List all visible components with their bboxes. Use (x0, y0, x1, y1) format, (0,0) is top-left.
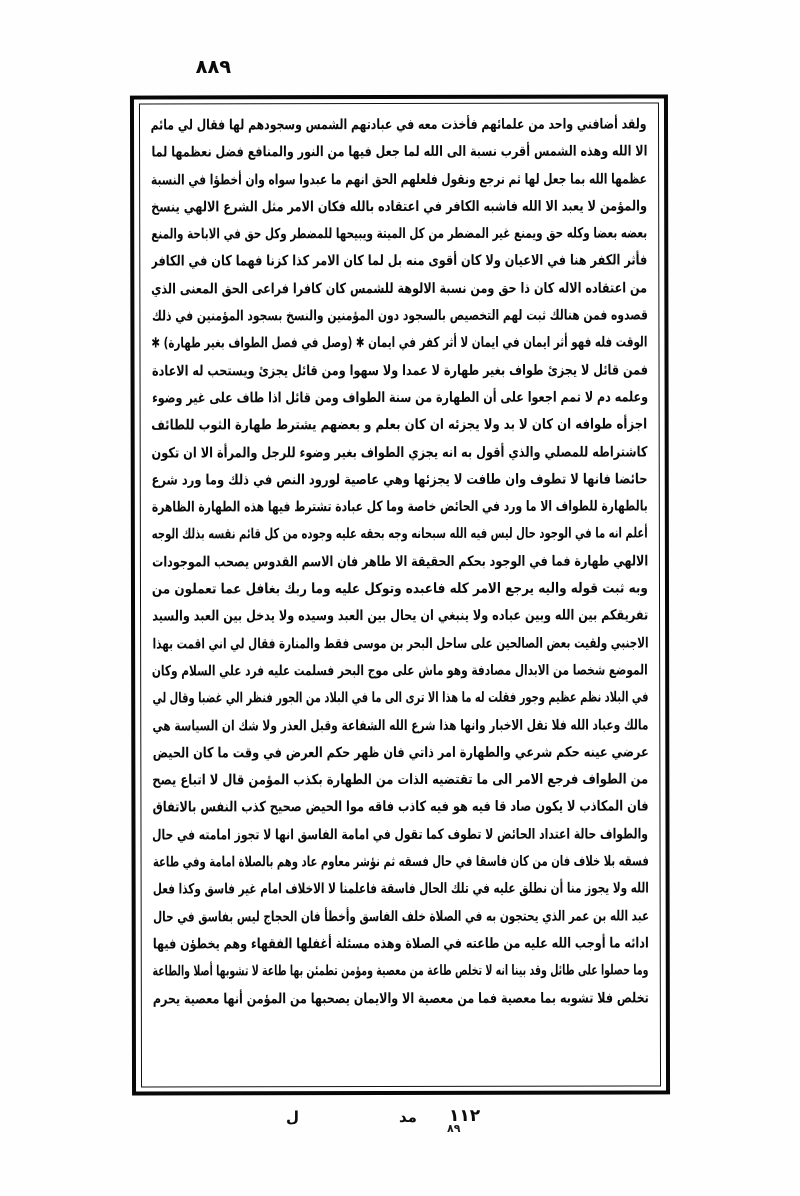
text-frame-outer (130, 94, 670, 1095)
text-line-content: بعضه بعضا وكله حق ويمنع غير المضطر من كل الميتة ويبيحها للمضطر وكل حق في الاباحة والمنع (151, 225, 648, 243)
text-line-content: بالطهارة للطواف الا ما ورد في الحائض خاصة وما كل عبادة تشترط فيها هذه الطهارة الظاهرة (151, 498, 648, 516)
text-line-content: كاشتراطه للمصلي والذي أقول به انه يجزي الطواف بغير وضوء للرجل والمرأة الا ان تكون (151, 444, 648, 462)
text-line-content: فسقه بلا خلاف فان من كان فاسقا في حال فسقه ثم نؤشر معاوم عاد وهم بالصلاة امامة وفي طاعة (152, 853, 649, 871)
text-line-content: تفريقكم بين الله وبين عباده ولا ينبغي ان يحال بين العبد وسيده ولا يدخل بين العبد والسيد (152, 607, 649, 625)
text-line-content: الالهي طهارة فما في الوجود بحكم الحقيقة الا طاهر فان الاسم القدوس يصحب الموجودات (151, 553, 648, 571)
text-line-content: أعلم انه ما في الوجود حال ليس فيه الله سبحانه وجه بحقه عليه وجوده من كل قائم نقسه بذلك الوجه (151, 525, 648, 543)
folio-number: ٨٨٩ (195, 56, 232, 78)
text-line-content: وما حصلوا على طائل وقد بينا انه لا تخلص طاعة من معصية ومؤمن تطمئن بها طاعة لا تشوبها أصلا والطاعة (152, 962, 649, 980)
text-line (151, 221, 647, 249)
text-line (152, 821, 648, 849)
text-line (152, 603, 648, 631)
text-line-content: الوقت فله فهو أثر ايمان في ايمان لا أثر كفر في ايمان ✱ (وصل في فصل الطواف بغير طهارة) ✱ (151, 334, 648, 352)
text-line (153, 876, 649, 904)
text-line-content: حائضا فانها لا تطوف وان طافت لا يجزئها وهي عاصية لورود النص في ذلك وما ورد شرع (151, 471, 648, 489)
text-line-content: عبد الله بن عمر الذي يحتجون به في الصلاة خلف الفاسق وأخطأ فان الحجاج ليس بفاسق في حال (152, 908, 649, 926)
text-line-content: فان المكاذب لا يكون صاد قا فيه هو فيه كاذب فاقه موا الحيض صحيح كذب النفس بالاتفاق (152, 798, 649, 816)
text-line-content: والطواف حالة اعتداد الحائض لا تطوف كما تقول في امامة الفاسق انها لا تجوز امامته في حال (152, 826, 649, 844)
text-line (153, 930, 649, 958)
text-line (152, 767, 648, 795)
text-line (152, 494, 648, 522)
footer-catchword-row (131, 1102, 669, 1142)
text-line (153, 985, 649, 1013)
text-line (152, 548, 648, 576)
text-line (152, 630, 648, 658)
text-line-content: الاجنبي ولقيت بعض الصالحين على ساحل البحر بن موسى فقط والمنارة فقال لي اني اقمت بهذا (152, 635, 649, 653)
text-line-content: الا الله وهذه الشمس أقرب نسبة الى الله لما جعل فيها من النور والمنافع فضل نعظمها لما (151, 143, 648, 161)
text-line-content: اجزأه طوافه ان كان لا بد ولا يجزئه ان كان بعلم و بعضهم يشترط طهارة الثوب للطائف (151, 416, 648, 434)
text-line-content: مالك وعباد الله فلا تقل الاخبار وانها هذا شرع الله الشفاعة وقبل العذر ولا شك ان السياسة هي (152, 717, 649, 735)
text-line (153, 848, 649, 876)
text-line-content: الله ولا يجوز منا أن نطلق عليه في تلك الحال فاسقة فاعلمنا لا الاخلاف امام غير فاسق وكذا فعل (152, 880, 649, 898)
text-line (151, 330, 647, 358)
text-line-content: فمن قائل لا يجزئ طواف بغير طهارة لا عمدا ولا سهوا ومن قائل يجزئ ويستحب له الاعادة (151, 362, 648, 380)
text-line (152, 576, 648, 604)
text-line (152, 794, 648, 822)
catchword-middle: م‍د (399, 1108, 417, 1126)
catchword-left: ل (286, 1108, 300, 1126)
text-line (152, 657, 648, 685)
text-line (153, 903, 649, 931)
text-line-content: عرضي عينه حكم شرعي والطهارة امر ذاتي فان ظهر حكم العرض في وقت ما كان الحيض (152, 744, 649, 762)
text-line-content: ولقد أضافني واحد من علمائهم فأخذت معه في عبادتهم الشمس وسجودهم لها فقال لي مائم (151, 116, 648, 134)
text-line (152, 521, 648, 549)
text-line (152, 739, 648, 767)
text-line (152, 412, 648, 440)
text-line-content: الموضع شخصا من الابدال مصادفة وهو ماش على موج البحر فسلمت عليه فرد علي السلام وكان (152, 662, 649, 680)
text-line-content: من الطواف فرجع الامر الى ما تقتضيه الذات من الطهارة بكذب المؤمن قال لا اتباع يصح (152, 771, 649, 789)
text-line-content: من اعتقاده الاله كان ذا حق ومن نسبة الالوهة للشمس كان كافرا فراعى الحق المعنى الذي (151, 280, 648, 298)
text-line (151, 193, 647, 221)
text-line (152, 466, 648, 494)
text-line (152, 439, 648, 467)
text-line-content: عظمها الله بما جعل لها ثم نرجع ونقول فلعلهم الحق انهم ما عبدوا سواه وان أخطؤا في النسبة (151, 171, 648, 189)
text-line (152, 685, 648, 713)
text-line-content: ادائه ما أوجب الله عليه من طاعته في الصلاة وهذه مسئلة أغفلها الفقهاء وهم يخطؤن فيها (152, 935, 649, 953)
text-line (151, 166, 647, 194)
text-line-content: تخلص فلا تشوبه بما معصية فما من معصية الا والايمان يصحبها من المؤمن أنها معصية يحرم (152, 989, 649, 1008)
text-line (151, 111, 647, 139)
text-line (151, 139, 647, 167)
text-line (152, 357, 648, 385)
text-line (153, 958, 649, 986)
text-frame-inner (139, 102, 661, 1087)
text-line-content: قصدوه فمن هنالك ثبت لهم التخصيص بالسجود دون المؤمنين والنسخ بسجود المؤمنين في ذلك (151, 307, 648, 325)
text-line (152, 712, 648, 740)
quire-signature-sub: ٨٩ (447, 1122, 461, 1135)
text-line-content: في البلاد نظم عظيم وجور فقلت له ما هذا الا ترى الى ما في البلاد من الجور فنظر الي غضبا وقال لي (152, 689, 649, 707)
text-line-content: وبه ثبت قوله واليه يرجع الامر كله فاعبده وتوكل عليه وما ربك بغافل عما تعملون من (152, 580, 649, 598)
text-line-content: فأثر الكفر هنا في الاعيان ولا كان أقوى منه بل لما كان الامر كذا كزنا فهما كان في الكافر (151, 252, 648, 271)
text-line (151, 303, 647, 331)
text-line-content: والمؤمن لا يعبد الا الله فاشبه الكافر في اعتقاده بالله فكان الامر مثل الشرع الالهي ينسخ (151, 198, 648, 216)
text-line-content: وعلمه دم لا تمم اجعوا على أن الطهارة من سنة الطواف ومن قائل اذا طاف على غير وضوء (151, 389, 648, 407)
arabic-text-block (151, 111, 649, 1078)
text-line (151, 275, 647, 303)
text-line (152, 384, 648, 412)
text-line (151, 248, 647, 276)
quire-signature: ١١٢ (449, 1106, 481, 1126)
